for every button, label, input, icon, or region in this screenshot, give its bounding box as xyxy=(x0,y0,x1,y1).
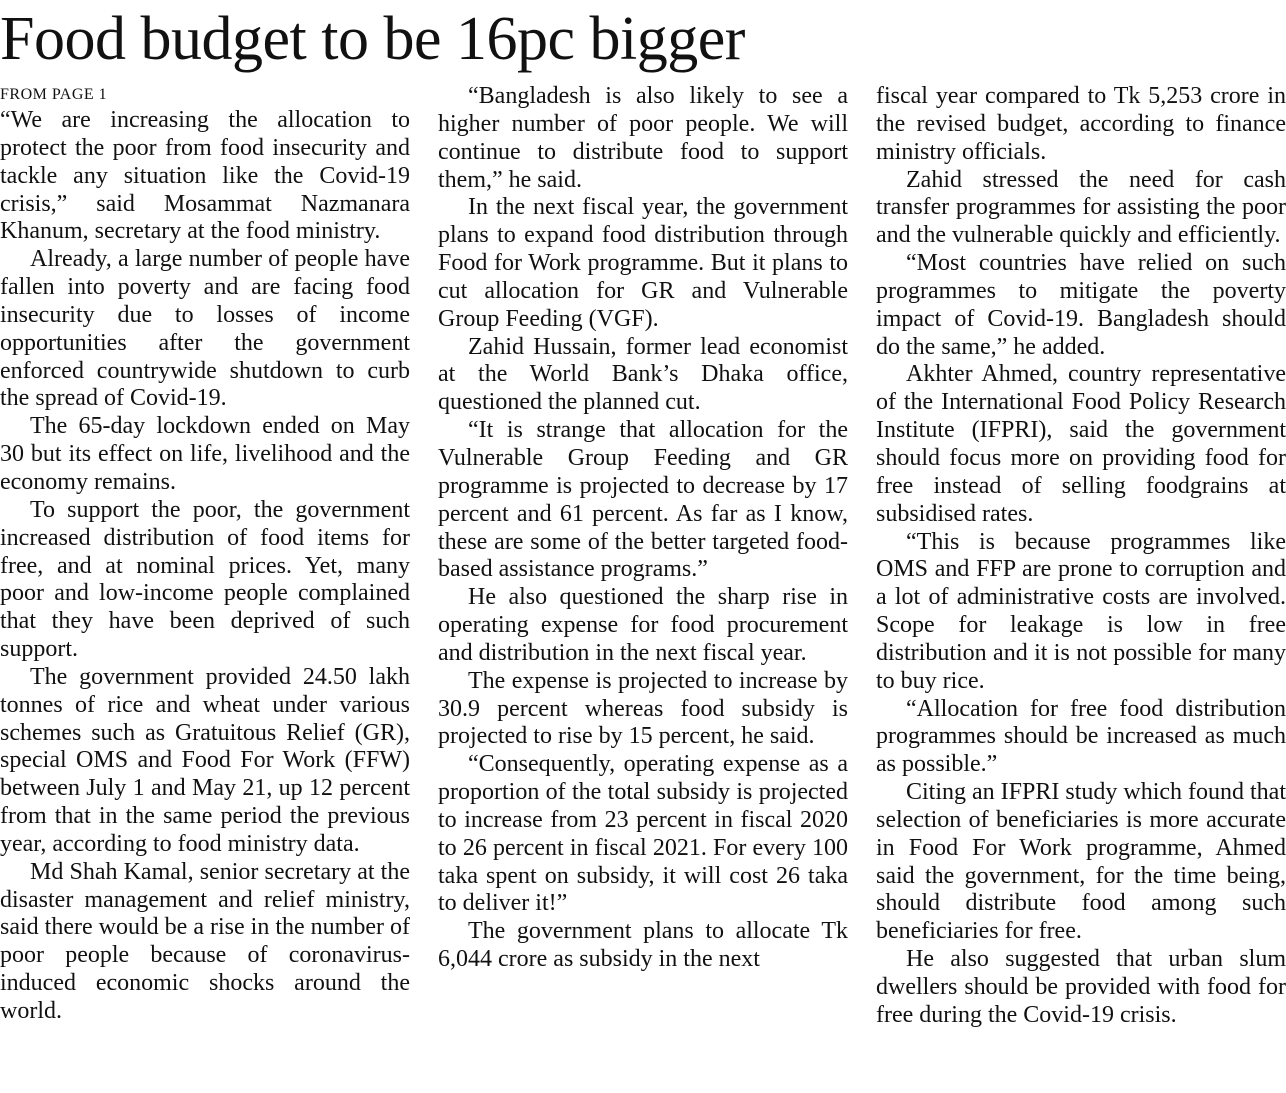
paragraph: He also questioned the sharp rise in operating expense for food procurement and distribution in the next fiscal year. xyxy=(438,584,848,666)
paragraph: He also suggested that urban slum dwellers should be provided with food for free during the Covid-19 crisis. xyxy=(876,946,1286,1028)
paragraph: Zahid Hussain, former lead economist at the World Bank’s Dhaka office, questioned the planned cut. xyxy=(438,333,848,416)
article-column-3 xyxy=(876,83,1286,1030)
headline: Food budget to be 16pc bigger xyxy=(0,5,745,73)
paragraph: “Allocation for free food distribution programmes should be increased as much as possible.” xyxy=(876,695,1286,778)
paragraph: “Most countries have relied on such programmes to mitigate the poverty impact of Covid-19. Bangladesh should do the same,” he added. xyxy=(876,250,1286,360)
paragraph: The government provided 24.50 lakh tonnes of rice and wheat under various schemes such as Gratuitous Relief (GR), special OMS and Food For Work (FFW) between July 1 and May 21, up 12 percent from that in the same period the previous year, according to food ministry data. xyxy=(0,663,410,857)
article-column-1 xyxy=(0,83,410,1026)
paragraph: Zahid stressed the need for cash transfer programmes for assisting the poor and the vulnerable quickly and efficiently. xyxy=(876,166,1286,249)
paragraph: The government plans to allocate Tk 6,044 crore as subsidy in the next xyxy=(438,918,848,973)
article-column-2 xyxy=(438,83,848,974)
paragraph: To support the poor, the government increased distribution of food items for free, and at nominal prices. Yet, many poor and low-income people complained that they have been deprived of such support. xyxy=(0,496,410,663)
paragraph: Citing an IFPRI study which found that selection of beneficiaries is more accurate in Food For Work programme, Ahmed said the government, for the time being, should distribute food among such beneficiaries for free. xyxy=(876,779,1286,945)
paragraph: The 65-day lockdown ended on May 30 but its effect on life, livelihood and the economy remains. xyxy=(0,413,410,495)
dateline: FROM PAGE 1 xyxy=(0,86,108,103)
paragraph: “It is strange that allocation for the Vulnerable Group Feeding and GR programme is projected to decrease by 17 percent and 61 percent. As far as I know, these are some of the better targeted food-based assistance programs.” xyxy=(438,417,848,583)
paragraph: “This is because programmes like OMS and FFP are prone to corruption and a lot of administrative costs are involved. Scope for leakage is low in free distribution and it is not possible for many to buy rice. xyxy=(876,528,1286,694)
paragraph: “We are increasing the allocation to protect the poor from food insecurity and tackle any situation like the Covid-19 crisis,” said Mosammat Nazmanara Khanum, secretary at the food ministry. xyxy=(0,107,410,245)
paragraph: Akhter Ahmed, country representative of the International Food Policy Research Institute (IFPRI), said the government should focus more on providing food for free instead of selling foodgrains at subsidised rates. xyxy=(876,361,1286,527)
paragraph-continued: fiscal year compared to Tk 5,253 crore in the revised budget, according to finance ministry officials. xyxy=(876,83,1286,165)
paragraph: Md Shah Kamal, senior secretary at the disaster management and relief ministry, said there would be a rise in the number of poor people because of coronavirus-induced economic shocks around the world. xyxy=(0,858,410,1024)
paragraph: In the next fiscal year, the government plans to expand food distribution through Food for Work programme. But it plans to cut allocation for GR and Vulnerable Group Feeding (VGF). xyxy=(438,194,848,332)
paragraph: “Consequently, operating expense as a proportion of the total subsidy is projected to increase from 23 percent in fiscal 2020 to 26 percent in fiscal 2021. For every 100 taka spent on subsidy, it will cost 26 taka to deliver it!” xyxy=(438,751,848,917)
paragraph: “Bangladesh is also likely to see a higher number of poor people. We will continue to distribute food to support them,” he said. xyxy=(438,83,848,193)
paragraph: The expense is projected to increase by 30.9 percent whereas food subsidy is projected to rise by 15 percent, he said. xyxy=(438,667,848,750)
paragraph: Already, a large number of people have fallen into poverty and are facing food insecurity due to losses of income opportunities after the government enforced countrywide shutdown to curb the spread of Covid-19. xyxy=(0,246,410,412)
